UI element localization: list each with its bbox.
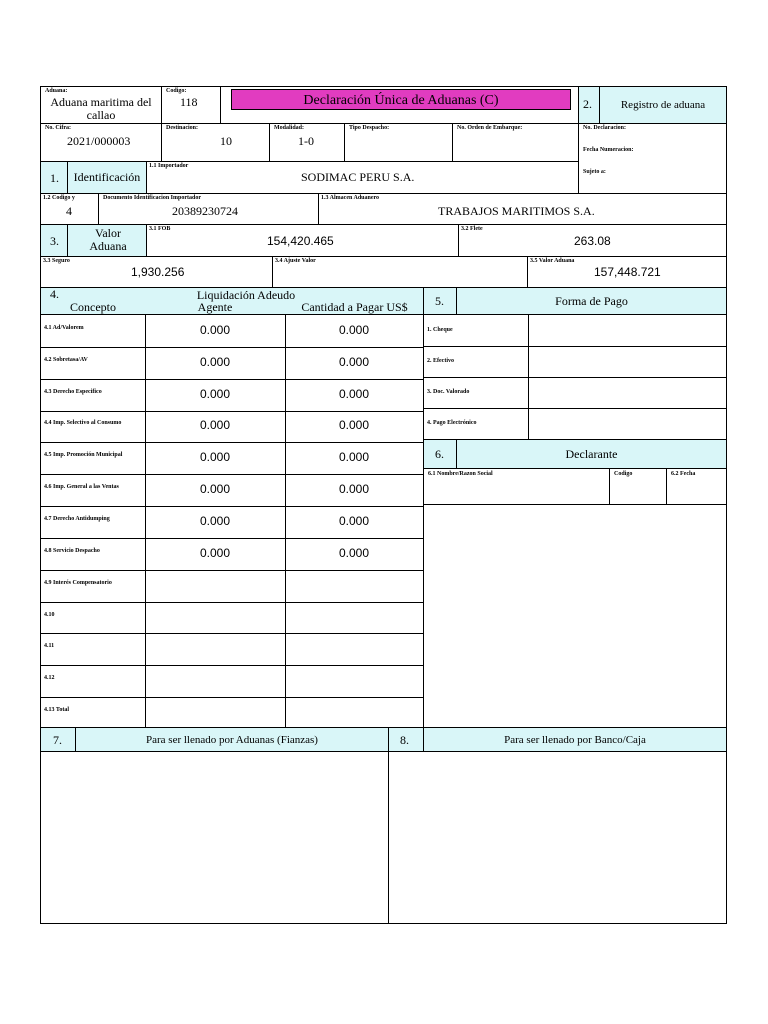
fecha-numeracion-label: Fecha Numeracion:: [583, 147, 634, 153]
section2-label: Registro de aduana: [620, 99, 706, 111]
modalidad-label: Modalidad:: [274, 125, 305, 131]
modalidad-cell: [269, 123, 345, 162]
section8-title: Para ser llenado por Banco/Caja: [504, 734, 646, 746]
aduana-cell: [40, 86, 162, 124]
section5-title: Forma de Pago: [555, 294, 628, 308]
section1-num: 1.: [50, 171, 59, 185]
row-divider: [41, 697, 423, 698]
no-orden-label: No. Orden de Embarque:: [457, 125, 523, 131]
liquidacion-agente: 0.000: [199, 354, 231, 369]
section4-num: 4.: [50, 287, 59, 301]
liquidacion-concepto: 4.11: [44, 643, 55, 650]
documento-label: Documento Identificacion Importador: [103, 195, 201, 201]
section1-number: [40, 161, 68, 194]
liquidacion-agente: 0.000: [199, 418, 231, 433]
liquidacion-row: [41, 506, 423, 538]
section6-title: Declarante: [565, 447, 618, 461]
section3-title: Valor Aduana: [89, 226, 127, 253]
liquidacion-agente: 0.000: [199, 513, 231, 528]
liquidacion-cantidad: 0.000: [338, 386, 370, 401]
liquidacion-concepto: 4.4 Imp. Selectivo al Consumo: [44, 420, 122, 427]
declarante-codigo-cell: [609, 468, 667, 505]
section3-num: 3.: [50, 234, 59, 248]
liquidacion-concepto: 4.13 Total: [44, 707, 70, 714]
forma-pago-option: 2. Efectivo: [427, 357, 454, 364]
liquidacion-row: [41, 538, 423, 570]
tipo-despacho-cell: [344, 123, 453, 162]
declarante-nombre-label: 6.1 Nombre/Razon Social: [428, 471, 493, 477]
section6-title-cell: [456, 439, 727, 469]
row-divider: [424, 346, 726, 347]
banco-caja-area: [388, 751, 727, 924]
liquidacion-row: [41, 411, 423, 443]
liquidacion-concepto: 4.7 Derecho Antidumping: [44, 515, 110, 522]
liquidacion-concepto: 4.8 Servicio Despacho: [44, 547, 100, 554]
declarante-fecha-label: 6.2 Fecha: [671, 471, 696, 477]
liquidacion-concepto: 4.9 Interés Compensatorio: [44, 579, 112, 586]
liquidacion-agente: 0.000: [199, 386, 231, 401]
section2-title: [599, 86, 727, 124]
row-divider: [41, 474, 423, 475]
liquidacion-row: [41, 665, 423, 697]
forma-pago-option: 4. Pago Electrónico: [427, 419, 477, 426]
liquidacion-row: [41, 379, 423, 411]
section5-number: [423, 287, 457, 315]
no-declaracion-label: No. Declaracion:: [583, 125, 626, 131]
column-divider: [285, 315, 286, 727]
row-divider: [41, 633, 423, 634]
liquidacion-cantidad: 0.000: [338, 354, 370, 369]
almacen-cell: [318, 193, 727, 225]
importador-value: SODIMAC PERU S.A.: [301, 170, 415, 184]
aduanas-fianzas-area: [40, 751, 389, 924]
liquidacion-row: [41, 442, 423, 474]
row-divider: [41, 506, 423, 507]
liquidacion-cantidad: 0.000: [338, 450, 370, 465]
seguro-cell: [40, 256, 273, 288]
row-divider: [41, 538, 423, 539]
row-divider: [41, 570, 423, 571]
codigo-y-label: 1.2 Codigo y: [43, 195, 75, 201]
row-divider: [41, 347, 423, 348]
no-cifra-cell: [40, 123, 162, 162]
sujeto-label: Sujeto a:: [583, 169, 606, 175]
no-cifra-label: No. Cifra:: [45, 125, 71, 131]
liquidacion-concepto: 4.2 Sobretasa/AV: [44, 356, 88, 363]
section5-title-cell: [456, 287, 727, 315]
declarante-body: [423, 504, 727, 728]
fob-cell: [146, 224, 459, 257]
liquidacion-agente: 0.000: [199, 322, 231, 337]
liquidacion-agente: 0.000: [199, 450, 231, 465]
ajuste-label: 3.4 Ajuste Valor: [275, 258, 316, 264]
forma-pago-table: [423, 314, 727, 440]
liquidacion-row: [41, 633, 423, 665]
documento-cell: [98, 193, 319, 225]
liquidacion-cantidad: 0.000: [338, 545, 370, 560]
section8-num: 8.: [400, 733, 409, 747]
destinacion-label: Destinacion:: [166, 125, 198, 131]
destinacion-cell: [161, 123, 270, 162]
liquidacion-row: [41, 347, 423, 379]
liquidacion-concepto: 4.6 Imp. General a las Ventas: [44, 484, 119, 491]
forma-pago-option: 1. Cheque: [427, 326, 453, 333]
declarante-fecha-cell: [666, 468, 727, 505]
liquidacion-cantidad: 0.000: [338, 418, 370, 433]
section2-num: 2.: [583, 97, 592, 111]
column-divider: [145, 315, 146, 727]
destinacion-value: 10: [220, 134, 232, 148]
row-divider: [41, 411, 423, 412]
seguro-value: 1,930.256: [131, 265, 185, 279]
section8-title-cell: [423, 727, 727, 752]
flete-value: 263.08: [574, 234, 611, 248]
declarante-codigo-label: Codigo: [614, 471, 633, 477]
section6-number: [423, 439, 457, 469]
liquidacion-agente: 0.000: [199, 545, 231, 560]
almacen-label: 1.3 Almacen Aduanero: [321, 195, 380, 201]
liquidacion-table: [40, 314, 424, 728]
no-cifra-value: 2021/000003: [67, 134, 131, 148]
section7-title: Para ser llenado por Aduanas (Fianzas): [146, 734, 318, 746]
section8-number: [388, 727, 424, 752]
liquidacion-concepto: 4.10: [44, 611, 55, 618]
codigo-y-value: 4: [66, 204, 72, 218]
fob-value: 154,420.465: [267, 234, 334, 248]
importador-cell: [146, 161, 579, 194]
flete-label: 3.2 Flete: [461, 226, 483, 232]
column-divider: [528, 315, 529, 439]
seguro-label: 3.3 Seguro: [43, 258, 70, 264]
codigo-label: Codigo:: [166, 88, 187, 94]
liquidacion-row: [41, 602, 423, 634]
declarante-nombre-cell: [423, 468, 610, 505]
section4-header: [40, 287, 424, 315]
importador-label: 1.1 Importador: [149, 163, 189, 169]
valor-aduana-label: 3.5 Valor Aduana: [530, 258, 575, 264]
documento-value: 20389230724: [172, 204, 238, 218]
section5-num: 5.: [435, 294, 444, 308]
no-orden-cell: [452, 123, 579, 162]
flete-cell: [458, 224, 727, 257]
codigo-value: 118: [180, 95, 198, 109]
codigo-cell: [161, 86, 221, 124]
liquidacion-row: [41, 315, 423, 347]
liquidacion-cantidad: 0.000: [338, 482, 370, 497]
col-agente-header: Agente: [197, 300, 233, 314]
title-banner: [231, 89, 571, 110]
aduana-label: Aduana:: [45, 88, 68, 94]
modalidad-value: 1-0: [298, 134, 314, 148]
col-concepto-header: Concepto: [70, 300, 116, 314]
liquidacion-concepto: 4.12: [44, 675, 55, 682]
declaracion-cell: [578, 123, 727, 194]
liquidacion-row: [41, 570, 423, 602]
section7-title-cell: [75, 727, 389, 752]
row-divider: [41, 442, 423, 443]
section7-num: 7.: [53, 733, 62, 747]
row-divider: [41, 602, 423, 603]
liquidacion-concepto: 4.5 Imp. Promoción Municipal: [44, 452, 123, 459]
section3-number: [40, 224, 68, 257]
forma-pago-option: 3. Doc. Valorado: [427, 388, 470, 395]
section1-title: Identificación: [73, 170, 141, 184]
liquidacion-cantidad: 0.000: [338, 513, 370, 528]
row-divider: [41, 379, 423, 380]
header-title-frame: [220, 86, 579, 124]
section3-title-cell: [67, 224, 147, 257]
tipo-despacho-label: Tipo Despacho:: [349, 125, 390, 131]
section4-title: Liquidación Adeudo: [196, 288, 296, 302]
liquidacion-row: [41, 474, 423, 506]
document-title: Declaración Única de Aduanas (C): [303, 93, 499, 108]
section7-number: [40, 727, 76, 752]
liquidacion-row: [41, 697, 423, 729]
liquidacion-concepto: 4.3 Derecho Especifico: [44, 388, 102, 395]
section1-title-cell: [67, 161, 147, 194]
ajuste-cell: [272, 256, 528, 288]
row-divider: [424, 377, 726, 378]
aduana-value: Aduana maritima del callao: [50, 95, 152, 122]
liquidacion-concepto: 4.1 Ad/Valorem: [44, 324, 84, 331]
liquidacion-cantidad: 0.000: [338, 322, 370, 337]
col-cantidad-header: Cantidad a Pagar US$: [301, 300, 408, 314]
liquidacion-agente: 0.000: [199, 482, 231, 497]
section6-num: 6.: [435, 447, 444, 461]
almacen-value: TRABAJOS MARITIMOS S.A.: [438, 204, 595, 218]
valor-aduana-value: 157,448.721: [594, 265, 661, 279]
fob-label: 3.1 FOB: [149, 226, 171, 232]
row-divider: [424, 408, 726, 409]
codigo-y-cell: [40, 193, 99, 225]
valor-aduana-cell: [527, 256, 727, 288]
section2-number: [578, 86, 600, 124]
row-divider: [41, 665, 423, 666]
